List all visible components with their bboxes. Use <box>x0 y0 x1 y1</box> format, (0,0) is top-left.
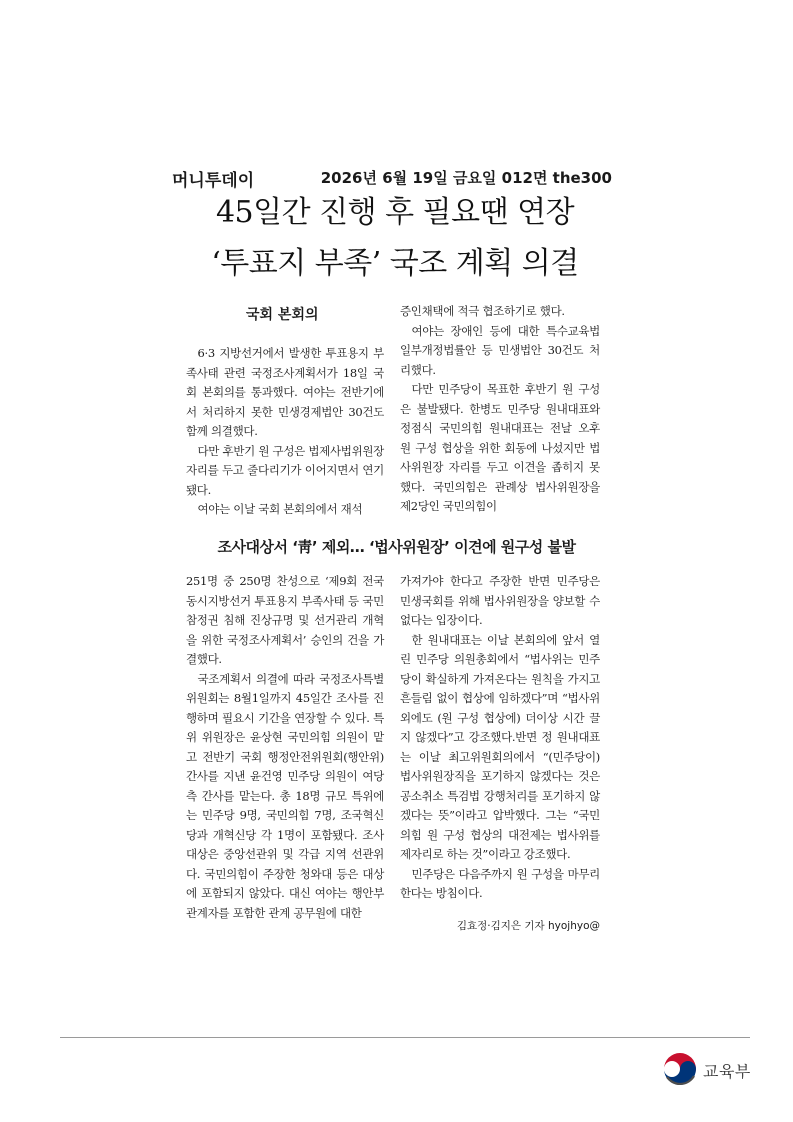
paragraph: 다만 후반기 원 구성은 법제사법위원장 자리를 두고 줄다리기가 이어지면서 연기됐다. <box>186 443 384 497</box>
paragraph: 민주당은 다음주까지 원 구성을 마무리한다는 방침이다. <box>400 866 600 900</box>
paragraph: 여야는 장애인 등에 대한 특수교육법 일부개정법률안 등 민생법안 30건도 처리했다. <box>400 323 600 377</box>
footer-divider <box>60 1037 750 1038</box>
ministry-name: 교육부 <box>703 1062 751 1081</box>
byline: 김효정·김지은 기자 hyojhyo@ <box>456 920 600 932</box>
section-subhead: 국회 본회의 <box>246 307 319 323</box>
paragraph: 6·3 지방선거에서 발생한 투표용지 부족사태 관련 국정조사계획서가 18일 국회 본회의를 통과했다. 여야는 전반기에서 처리하지 못한 민생경제법안 30건도 함께 의결했다. <box>186 346 384 438</box>
masthead <box>172 166 612 190</box>
newspaper-name: 머니투데이 <box>172 171 255 191</box>
taegeuk-emblem-icon <box>661 1050 699 1088</box>
article-column-1 <box>186 344 384 520</box>
paragraph-continued: 가져가야 한다고 주장한 반면 민주당은 민생국회를 위해 법사위원장을 양보할 수 없다는 입장이다. <box>400 574 600 627</box>
article-subheadline: 조사대상서 ‘靑’ 제외… ‘법사위원장’ 이견에 원구성 불발 <box>217 538 576 556</box>
headline-line-1: 45일간 진행 후 필요땐 연장 <box>215 195 575 230</box>
paragraph: 한 원내대표는 이날 본회의에 앞서 열린 민주당 의원총회에서 “법사위는 민주당이 확실하게 가져온다는 원칙을 가지고 흔들림 없이 협상에 임하겠다”며 “법사위 외에도 (원 구성 협상에) 더이상 시간 끌지 않겠다”고 강조했다.반면 정 원내대표는 이날 최고위원회의에서 “(민주당이) 법사위원장직을 포기하지 않겠다는 것은 공소취소 특검법 강행처리를 포기하지 않겠다는 뜻”이라고 압박했다. 그는 “국민의힘 원 구성 협상의 대전제는 법사위를 제자리로 하는 것”이라고 강조했다. <box>400 632 600 861</box>
dateline: 2026년 6월 19일 금요일 012면 the300 <box>320 169 612 187</box>
article-column-2 <box>400 302 600 517</box>
article-column-4 <box>400 572 600 904</box>
paragraph-continued: 증인채택에 적극 협조하기로 했다. <box>400 304 565 318</box>
article-column-3 <box>186 572 384 923</box>
paragraph: 여야는 이날 국회 본회의에서 재석 <box>197 502 363 516</box>
paragraph: 국조계획서 의결에 따라 국정조사특별위원회는 8월1일까지 45일간 조사를 진행하며 필요시 기간을 연장할 수 있다. 특위 위원장은 윤상현 국민의힘 의원이 맡고 전반기 국회 행정안전위원회(행안위) 간사를 지낸 윤건영 민주당 의원이 여당 측 간사를 맡는다. 총 18명 규모 특위에는 민주당 9명, 국민의힘 7명, 조국혁신당과 개혁신당 각 1명이 포함됐다. 조사대상은 중앙선관위 및 각급 지역 선관위다. 국민의힘이 주장한 청와대 등은 대상에 포함되지 않았다. 대신 여야는 행안부 관계자를 포함한 관계 공무원에 대한 <box>186 671 384 920</box>
headline-line-2: ‘투표지 부족’ 국조 계획 의결 <box>211 246 579 281</box>
ministry-logo <box>661 1050 761 1090</box>
paragraph-continued: 251명 중 250명 찬성으로 ‘제9회 전국동시지방선거 투표용지 부족사태 등 국민참정권 침해 진상규명 및 선거관리 개혁을 위한 국정조사계획서’ 승인의 건을 가결했다. <box>186 574 384 666</box>
paragraph: 다만 민주당이 목표한 후반기 원 구성은 불발됐다. 한병도 민주당 원내대표와 정점식 국민의힘 원내대표는 전날 오후 원 구성 협상을 위한 회동에 나섰지만 법사위원장 자리를 두고 이견을 좁히지 못했다. 국민의힘은 관례상 법사위원장을 제2당인 국민의힘이 <box>400 382 600 513</box>
